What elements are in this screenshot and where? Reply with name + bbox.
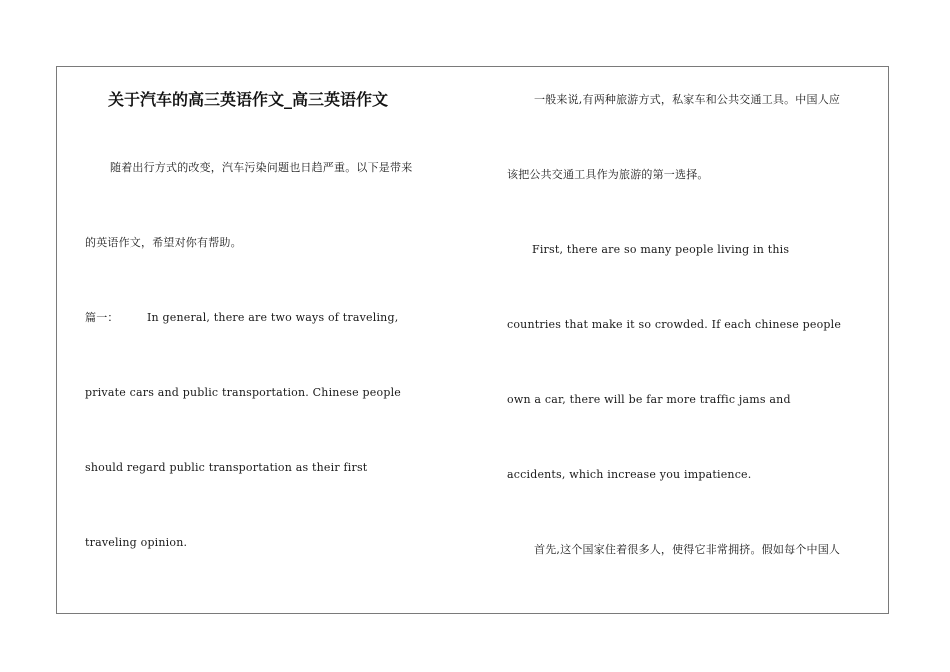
essay-text-1: In general, there are two ways of traveling, <box>147 311 399 324</box>
essay-line-1 <box>85 311 398 325</box>
essay-label: 篇一： <box>85 311 119 324</box>
right-line-6: accidents, which increase you impatience. <box>507 468 752 481</box>
right-line-5: own a car, there will be far more traffic jams and <box>507 393 791 406</box>
right-line-4: countries that make it so crowded. If each chinese people <box>507 318 842 331</box>
page-frame <box>56 66 889 614</box>
right-line-3: First, there are so many people living in this <box>532 243 790 256</box>
document-title: 关于汽车的高三英语作文_高三英语作文 <box>108 90 389 109</box>
intro-line-1: 随着出行方式的改变，汽车污染问题也日趋严重。以下是带来 <box>110 161 413 174</box>
right-line-2: 该把公共交通工具作为旅游的第一选择。 <box>507 168 709 181</box>
intro-line-2: 的英语作文，希望对你有帮助。 <box>85 236 242 249</box>
essay-line-3: should regard public transportation as their first <box>85 461 368 474</box>
essay-line-2: private cars and public transportation. Chinese people <box>85 386 401 399</box>
right-line-1: 一般来说,有两种旅游方式，私家车和公共交通工具。中国人应 <box>534 93 841 106</box>
right-line-7: 首先,这个国家住着很多人，使得它非常拥挤。假如每个中国人 <box>534 543 841 556</box>
essay-line-4: traveling opinion. <box>85 536 188 549</box>
